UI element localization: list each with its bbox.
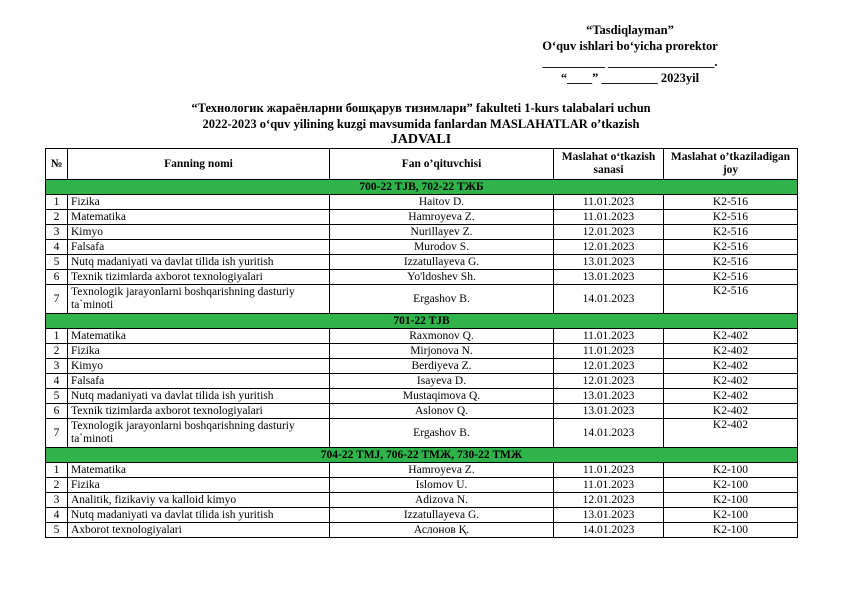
teacher-cell: Izzatullayeva G. xyxy=(330,255,554,270)
row-number: 2 xyxy=(46,478,68,493)
date-cell: 12.01.2023 xyxy=(554,493,664,508)
room-cell: K2-402 xyxy=(664,374,798,389)
date-cell: 13.01.2023 xyxy=(554,270,664,285)
row-number: 7 xyxy=(46,419,68,448)
room-cell: K2-516 xyxy=(664,240,798,255)
row-number: 4 xyxy=(46,240,68,255)
row-number: 5 xyxy=(46,389,68,404)
date-cell: 13.01.2023 xyxy=(554,404,664,419)
room-cell: K2-402 xyxy=(664,419,798,448)
subject-cell: Matematika xyxy=(68,210,330,225)
table-row xyxy=(46,404,798,419)
row-number: 3 xyxy=(46,493,68,508)
date-cell: 12.01.2023 xyxy=(554,359,664,374)
approval-title: “Tasdiqlayman” xyxy=(586,23,674,37)
row-number: 7 xyxy=(46,285,68,314)
group-header-row xyxy=(46,180,798,195)
row-number: 6 xyxy=(46,270,68,285)
room-cell: K2-100 xyxy=(664,463,798,478)
room-cell: K2-516 xyxy=(664,225,798,240)
teacher-cell: Murodov S. xyxy=(330,240,554,255)
room-cell: K2-516 xyxy=(664,195,798,210)
title-line-1: “Технологик жараёнларни бошқарув тизимлари” fakulteti 1-kurs talabalari uchun xyxy=(191,101,651,115)
room-cell: K2-402 xyxy=(664,359,798,374)
subject-cell: Nutq madaniyati va davlat tilida ish yuritish xyxy=(68,255,330,270)
row-number: 4 xyxy=(46,508,68,523)
group-header-row xyxy=(46,448,798,463)
table-row xyxy=(46,255,798,270)
row-number: 3 xyxy=(46,225,68,240)
subject-cell: Fizika xyxy=(68,195,330,210)
date-cell: 11.01.2023 xyxy=(554,478,664,493)
date-cell: 12.01.2023 xyxy=(554,240,664,255)
room-cell: K2-402 xyxy=(664,389,798,404)
room-cell: K2-516 xyxy=(664,270,798,285)
approval-signature-line: __________ _________________. xyxy=(542,55,718,69)
table-header-row xyxy=(46,149,798,180)
row-number: 4 xyxy=(46,374,68,389)
room-cell: K2-516 xyxy=(664,285,798,314)
subject-cell: Fizika xyxy=(68,478,330,493)
room-cell: K2-402 xyxy=(664,404,798,419)
teacher-cell: Aslonov Q. xyxy=(330,404,554,419)
schedule-table xyxy=(45,148,798,538)
subject-cell: Falsafa xyxy=(68,240,330,255)
table-row xyxy=(46,419,798,448)
date-cell: 11.01.2023 xyxy=(554,344,664,359)
table-row xyxy=(46,344,798,359)
date-cell: 13.01.2023 xyxy=(554,255,664,270)
teacher-cell: Yo'ldoshev Sh. xyxy=(330,270,554,285)
row-number: 5 xyxy=(46,523,68,538)
approval-position: O‘quv ishlari bo‘yicha prorektor xyxy=(542,39,718,53)
date-cell: 11.01.2023 xyxy=(554,210,664,225)
row-number: 1 xyxy=(46,195,68,210)
row-number: 5 xyxy=(46,255,68,270)
date-cell: 13.01.2023 xyxy=(554,389,664,404)
teacher-cell: Berdiyeva Z. xyxy=(330,359,554,374)
table-row xyxy=(46,359,798,374)
schedule-body xyxy=(46,180,798,538)
table-row xyxy=(46,195,798,210)
room-cell: K2-516 xyxy=(664,210,798,225)
approval-date-line: “____” _________ 2023yil xyxy=(560,71,700,85)
room-cell: K2-100 xyxy=(664,493,798,508)
subject-cell: Fizika xyxy=(68,344,330,359)
room-cell: K2-516 xyxy=(664,255,798,270)
date-cell: 11.01.2023 xyxy=(554,463,664,478)
group-name: 700-22 TJB, 702-22 ТЖБ xyxy=(46,180,798,195)
teacher-cell: Ergashov B. xyxy=(330,419,554,448)
room-cell: K2-100 xyxy=(664,523,798,538)
table-row xyxy=(46,240,798,255)
subject-cell: Axborot texnologiyalari xyxy=(68,523,330,538)
date-cell: 13.01.2023 xyxy=(554,508,664,523)
table-row xyxy=(46,374,798,389)
group-name: 704-22 TMJ, 706-22 ТМЖ, 730-22 ТМЖ xyxy=(46,448,798,463)
table-row xyxy=(46,285,798,314)
table-row xyxy=(46,329,798,344)
title-line-3: JADVALI xyxy=(390,132,452,147)
column-header-teacher: Fan o’qituvchisi xyxy=(330,149,554,180)
subject-cell: Matematika xyxy=(68,463,330,478)
teacher-cell: Mirjonova N. xyxy=(330,344,554,359)
row-number: 1 xyxy=(46,463,68,478)
teacher-cell: Isayeva D. xyxy=(330,374,554,389)
subject-cell: Analitik, fizikaviy va kalloid kimyo xyxy=(68,493,330,508)
table-row xyxy=(46,210,798,225)
subject-cell: Texnologik jarayonlarni boshqarishning dasturiy ta`minoti xyxy=(68,419,330,448)
table-row xyxy=(46,270,798,285)
group-name: 701-22 TJB xyxy=(46,314,798,329)
table-row xyxy=(46,225,798,240)
subject-cell: Nutq madaniyati va davlat tilida ish yuritish xyxy=(68,389,330,404)
table-row xyxy=(46,493,798,508)
teacher-cell: Haitov D. xyxy=(330,195,554,210)
teacher-cell: Nurillayev Z. xyxy=(330,225,554,240)
table-row xyxy=(46,523,798,538)
teacher-cell: Raxmonov Q. xyxy=(330,329,554,344)
teacher-cell: Islomov U. xyxy=(330,478,554,493)
subject-cell: Matematika xyxy=(68,329,330,344)
subject-cell: Nutq madaniyati va davlat tilida ish yuritish xyxy=(68,508,330,523)
row-number: 3 xyxy=(46,359,68,374)
subject-cell: Texnik tizimlarda axborot texnologiyalari xyxy=(68,270,330,285)
date-cell: 14.01.2023 xyxy=(554,523,664,538)
teacher-cell: Adizova N. xyxy=(330,493,554,508)
teacher-cell: Mustaqimova Q. xyxy=(330,389,554,404)
subject-cell: Texnologik jarayonlarni boshqarishning dasturiy ta`minoti xyxy=(68,285,330,314)
date-cell: 12.01.2023 xyxy=(554,225,664,240)
subject-cell: Falsafa xyxy=(68,374,330,389)
date-cell: 12.01.2023 xyxy=(554,374,664,389)
teacher-cell: Ergashov B. xyxy=(330,285,554,314)
title-line-2: 2022-2023 o‘quv yilining kuzgi mavsumida fanlardan MASLAHATLAR o’tkazish xyxy=(202,117,640,131)
subject-cell: Kimyo xyxy=(68,225,330,240)
room-cell: K2-100 xyxy=(664,508,798,523)
table-row xyxy=(46,389,798,404)
row-number: 2 xyxy=(46,344,68,359)
teacher-cell: Hamroyeva Z. xyxy=(330,463,554,478)
teacher-cell: Аслонов Қ. xyxy=(330,523,554,538)
date-cell: 14.01.2023 xyxy=(554,285,664,314)
row-number: 6 xyxy=(46,404,68,419)
column-header-subject: Fanning nomi xyxy=(68,149,330,180)
room-cell: K2-402 xyxy=(664,329,798,344)
row-number: 2 xyxy=(46,210,68,225)
row-number: 1 xyxy=(46,329,68,344)
subject-cell: Kimyo xyxy=(68,359,330,374)
table-row xyxy=(46,463,798,478)
room-cell: K2-402 xyxy=(664,344,798,359)
approval-block xyxy=(500,22,760,86)
date-cell: 14.01.2023 xyxy=(554,419,664,448)
column-header-date: Maslahat o‘tkazish sanasi xyxy=(554,149,664,180)
subject-cell: Texnik tizimlarda axborot texnologiyalari xyxy=(68,404,330,419)
column-header-room: Maslahat o’tkaziladigan joy xyxy=(664,149,798,180)
date-cell: 11.01.2023 xyxy=(554,329,664,344)
teacher-cell: Izzatullayeva G. xyxy=(330,508,554,523)
document-title xyxy=(0,100,842,148)
column-header-number: № xyxy=(46,149,68,180)
room-cell: K2-100 xyxy=(664,478,798,493)
date-cell: 11.01.2023 xyxy=(554,195,664,210)
table-row xyxy=(46,478,798,493)
group-header-row xyxy=(46,314,798,329)
teacher-cell: Hamroyeva Z. xyxy=(330,210,554,225)
table-row xyxy=(46,508,798,523)
